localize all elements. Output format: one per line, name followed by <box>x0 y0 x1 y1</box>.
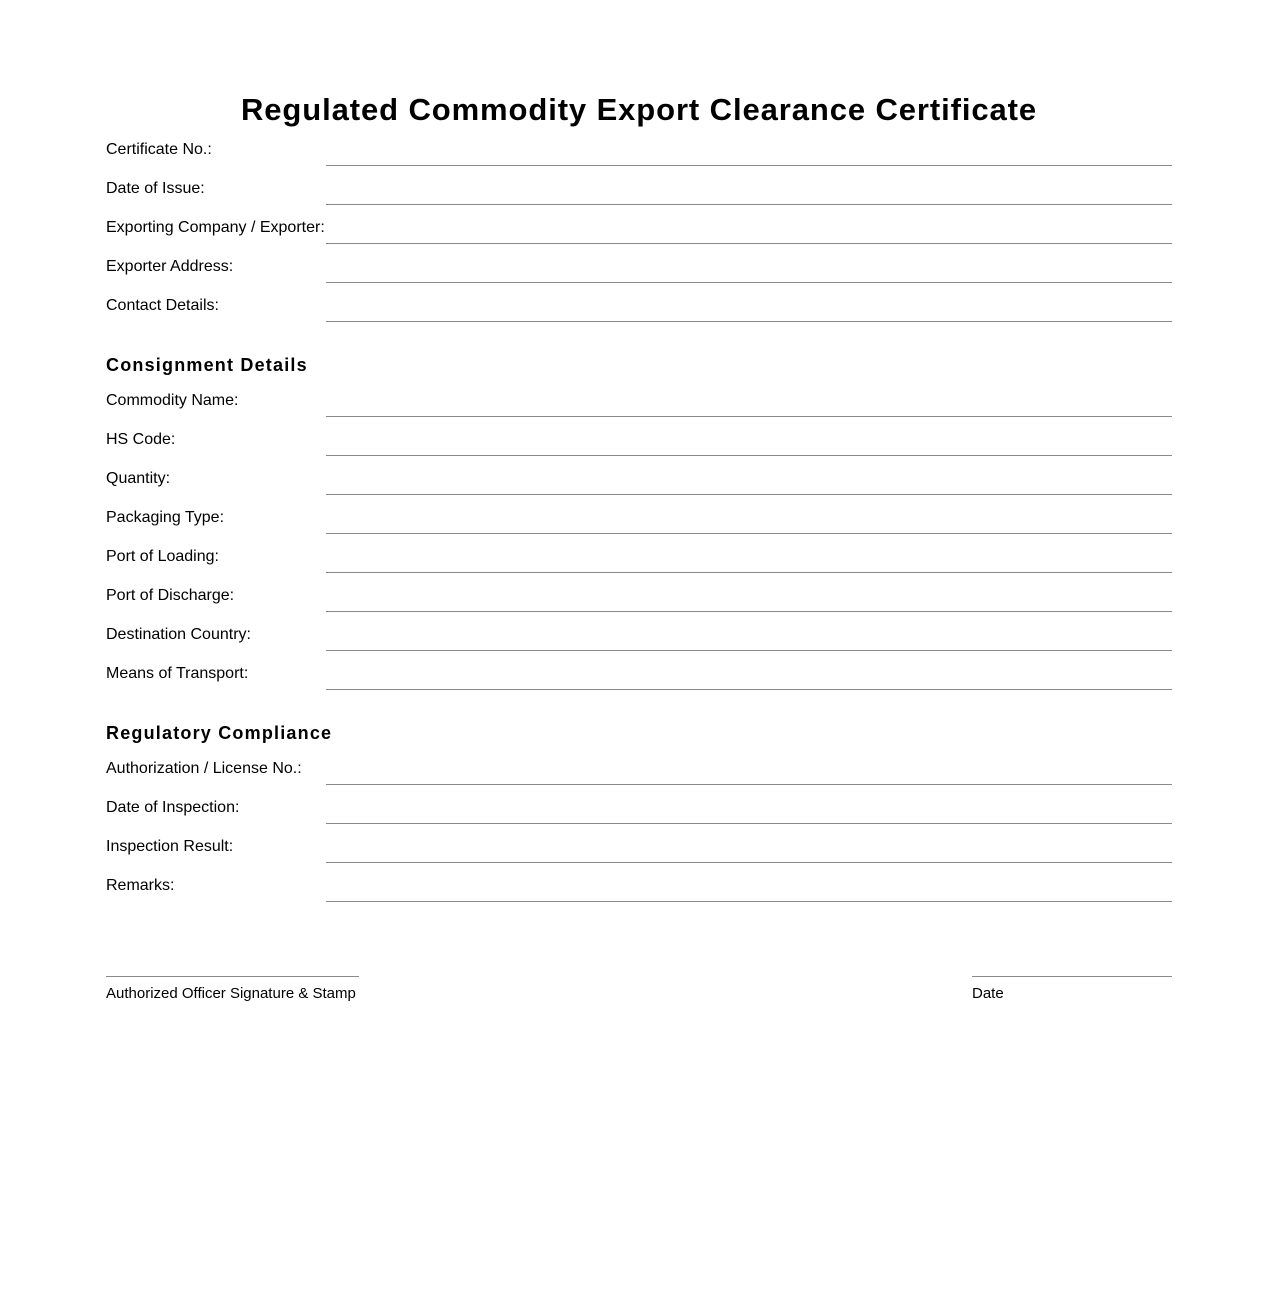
signature-date-line[interactable] <box>972 976 1172 1003</box>
signature-date-caption: Date <box>972 985 1004 1002</box>
section-heading-regulatory: Regulatory Compliance <box>106 723 333 743</box>
exporter-input-line[interactable] <box>326 243 1172 244</box>
inspection-result-input-line[interactable] <box>326 862 1172 863</box>
quantity-input-line[interactable] <box>326 494 1172 495</box>
date-of-issue-input-line[interactable] <box>326 204 1172 205</box>
license-no-input-line[interactable] <box>326 784 1172 785</box>
contact-details-input-line[interactable] <box>326 321 1172 322</box>
field-license-no <box>106 759 1172 798</box>
field-label: Certificate No.: <box>106 141 212 158</box>
officer-signature-caption: Authorized Officer Signature & Stamp <box>106 985 356 1002</box>
commodity-name-input-line[interactable] <box>326 416 1172 417</box>
field-label: Port of Loading: <box>106 548 219 565</box>
field-port-of-loading <box>106 547 1172 586</box>
field-label: Exporting Company / Exporter: <box>106 219 325 236</box>
field-label: Commodity Name: <box>106 392 239 409</box>
packaging-type-input-line[interactable] <box>326 533 1172 534</box>
means-of-transport-input-line[interactable] <box>326 689 1172 690</box>
field-label: HS Code: <box>106 431 176 448</box>
field-destination-country <box>106 625 1172 664</box>
field-label: Authorization / License No.: <box>106 760 302 777</box>
field-label: Packaging Type: <box>106 509 225 526</box>
field-label: Date of Issue: <box>106 180 205 197</box>
field-inspection-result <box>106 837 1172 876</box>
port-of-discharge-input-line[interactable] <box>326 611 1172 612</box>
field-quantity <box>106 469 1172 508</box>
remarks-input-line[interactable] <box>326 901 1172 902</box>
field-contact-details <box>106 296 1172 335</box>
field-label: Port of Discharge: <box>106 587 235 604</box>
hs-code-input-line[interactable] <box>326 455 1172 456</box>
field-packaging-type <box>106 508 1172 547</box>
field-label: Remarks: <box>106 877 175 894</box>
field-label: Date of Inspection: <box>106 799 240 816</box>
field-label: Inspection Result: <box>106 838 234 855</box>
field-exporter <box>106 218 1172 257</box>
field-date-of-inspection <box>106 798 1172 837</box>
destination-country-input-line[interactable] <box>326 650 1172 651</box>
document-title: Regulated Commodity Export Clearance Certificate <box>241 92 1037 127</box>
certificate-no-input-line[interactable] <box>326 165 1172 166</box>
field-certificate-no <box>106 140 1172 179</box>
exporter-address-input-line[interactable] <box>326 282 1172 283</box>
field-label: Exporter Address: <box>106 258 234 275</box>
field-hs-code <box>106 430 1172 469</box>
field-label: Destination Country: <box>106 626 251 643</box>
field-exporter-address <box>106 257 1172 296</box>
field-label: Quantity: <box>106 470 171 487</box>
field-label: Contact Details: <box>106 297 219 314</box>
port-of-loading-input-line[interactable] <box>326 572 1172 573</box>
field-commodity-name <box>106 391 1172 430</box>
section-heading-consignment: Consignment Details <box>106 355 308 375</box>
field-label: Means of Transport: <box>106 665 249 682</box>
officer-signature-line[interactable] <box>106 976 359 1003</box>
field-remarks <box>106 876 1172 915</box>
field-date-of-issue <box>106 179 1172 218</box>
field-means-of-transport <box>106 664 1172 703</box>
date-of-inspection-input-line[interactable] <box>326 823 1172 824</box>
field-port-of-discharge <box>106 586 1172 625</box>
